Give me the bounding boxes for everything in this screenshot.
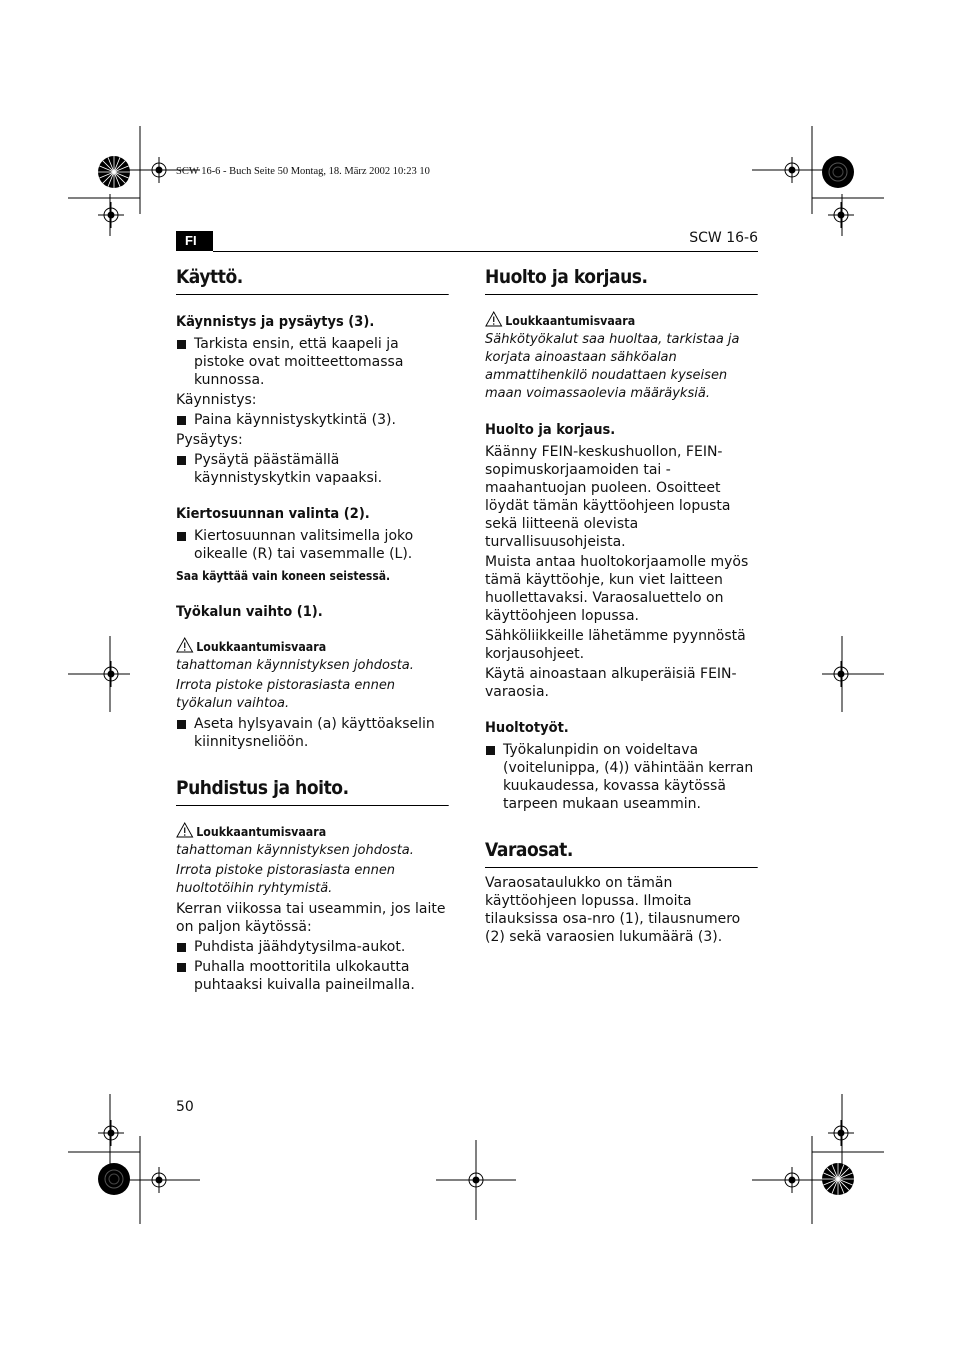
list-item-text: Kiertosuunnan valitsimella joko oikealle (R) tai vasemmalle (L). xyxy=(194,528,414,562)
warning-triangle-icon xyxy=(485,311,502,327)
direction-note: Saa käyttää vain koneen seistessä. xyxy=(176,569,391,583)
starburst-mark-icon xyxy=(821,155,855,189)
model-label: SCW 16-6 xyxy=(689,230,758,246)
list-item xyxy=(485,741,758,813)
list-item xyxy=(176,527,449,563)
list-item xyxy=(176,411,449,429)
heading-start-stop: Käynnistys ja pysäytys (3). xyxy=(176,314,375,330)
list-item-text: Pysäytä päästämällä käynnistyskytkin vapaaksi. xyxy=(194,452,383,486)
starburst-mark-icon xyxy=(97,1162,131,1196)
list-item xyxy=(176,938,449,956)
list-item-text: Työkalunpidin on voideltava (voitelunippa, (4)) vähintään kerran kuukaudessa, kovassa käytössä tarpeen mukaan useammin. xyxy=(503,742,754,812)
warning-block xyxy=(485,311,758,403)
heading-maintenance: Huoltotyöt. xyxy=(485,720,569,736)
heading-tool-change: Työkalun vaihto (1). xyxy=(176,604,323,620)
service-paragraph: Sähköliikkeille lähetämme pyynnöstä korjausohjeet. xyxy=(485,628,746,662)
language-badge: FI xyxy=(176,231,213,251)
section-title-spare-parts: Varaosat. xyxy=(485,837,758,868)
warning-text: tahattoman käynnistyksen johdosta. xyxy=(176,658,414,673)
spare-parts-text: Varaosataulukko on tämän käyttöohjeen lopussa. Ilmoita tilauksissa osa-nro (1), tilausnumero (2) sekä varaosien lukumäärä (3). xyxy=(485,875,741,945)
label-start: Käynnistys: xyxy=(176,392,257,408)
heading-service: Huolto ja korjaus. xyxy=(485,422,616,438)
cleaning-text: Kerran viikossa tai useammin, jos laite on paljon käytössä: xyxy=(176,901,446,935)
bullet-square-icon xyxy=(177,340,186,349)
list-item-text: Tarkista ensin, että kaapeli ja pistoke ovat moitteettomassa kunnossa. xyxy=(194,336,404,388)
header-rule xyxy=(213,251,758,252)
section-title-cleaning: Puhdistus ja hoito. xyxy=(176,775,449,806)
warning-text: Irrota pistoke pistorasiasta ennen työkalun vaihtoa. xyxy=(176,678,396,711)
warning-title: Loukkaantumisvaara xyxy=(505,314,636,328)
list-item-text: Puhalla moottoritila ulkokautta puhtaaksi kuivalla paineilmalla. xyxy=(194,959,415,993)
list-item xyxy=(176,715,449,751)
starburst-mark-icon xyxy=(97,155,131,189)
warning-block xyxy=(176,637,449,713)
list-item xyxy=(176,451,449,487)
bullet-square-icon xyxy=(177,456,186,465)
list-item-text: Puhdista jäähdytysilma-aukot. xyxy=(194,939,406,955)
bullet-square-icon xyxy=(177,720,186,729)
label-stop: Pysäytys: xyxy=(176,432,243,448)
service-paragraph: Muista antaa huoltokorjaamolle myös tämä käyttöohje, kun viet laitteen huollettavaksi. Varaosaluettelo on käyttöohjeen lopussa. xyxy=(485,554,749,624)
left-column xyxy=(176,262,449,996)
section-title-service: Huolto ja korjaus. xyxy=(485,264,758,295)
warning-heading xyxy=(176,637,427,655)
starburst-mark-icon xyxy=(821,1162,855,1196)
list-item-text: Aseta hylsyavain (a) käyttöakselin kiinnitysneliöön. xyxy=(194,716,435,750)
warning-title: Loukkaantumisvaara xyxy=(196,640,327,654)
warning-text: Irrota pistoke pistorasiasta ennen huoltotöihin ryhtymistä. xyxy=(176,863,396,896)
service-paragraph: Käänny FEIN-keskushuollon, FEIN-sopimuskorjaamoiden tai -maahantuojan puoleen. Osoitteet löydät tämän käyttöohjeen lopusta sekä liitteenä olevista turvallisuusohjeista. xyxy=(485,444,731,550)
warning-block xyxy=(176,822,449,898)
print-info-line: SCW 16-6 - Buch Seite 50 Montag, 18. März 2002 10:23 10 xyxy=(176,166,430,177)
bullet-square-icon xyxy=(177,963,186,972)
warning-text: tahattoman käynnistyksen johdosta. xyxy=(176,843,414,858)
right-column xyxy=(485,262,758,948)
bullet-square-icon xyxy=(486,746,495,755)
service-paragraph: Käytä ainoastaan alkuperäisiä FEIN-varaosia. xyxy=(485,666,737,700)
bullet-square-icon xyxy=(177,532,186,541)
bullet-square-icon xyxy=(177,416,186,425)
list-item xyxy=(176,335,449,389)
warning-title: Loukkaantumisvaara xyxy=(196,825,327,839)
warning-triangle-icon xyxy=(176,822,193,838)
section-title-usage: Käyttö. xyxy=(176,264,449,295)
page-number: 50 xyxy=(176,1099,194,1115)
warning-text: Sähkötyökalut saa huoltaa, tarkistaa ja korjata ainoastaan sähköalan ammattihenkilö noudattaen kyseisen maan voimassaolevia määräyksiä. xyxy=(485,332,740,401)
bullet-square-icon xyxy=(177,943,186,952)
warning-triangle-icon xyxy=(176,637,193,653)
warning-heading xyxy=(176,822,427,840)
list-item-text: Paina käynnistyskytkintä (3). xyxy=(194,412,396,428)
list-item xyxy=(176,958,449,994)
heading-direction: Kiertosuunnan valinta (2). xyxy=(176,506,370,522)
warning-heading xyxy=(485,311,736,329)
